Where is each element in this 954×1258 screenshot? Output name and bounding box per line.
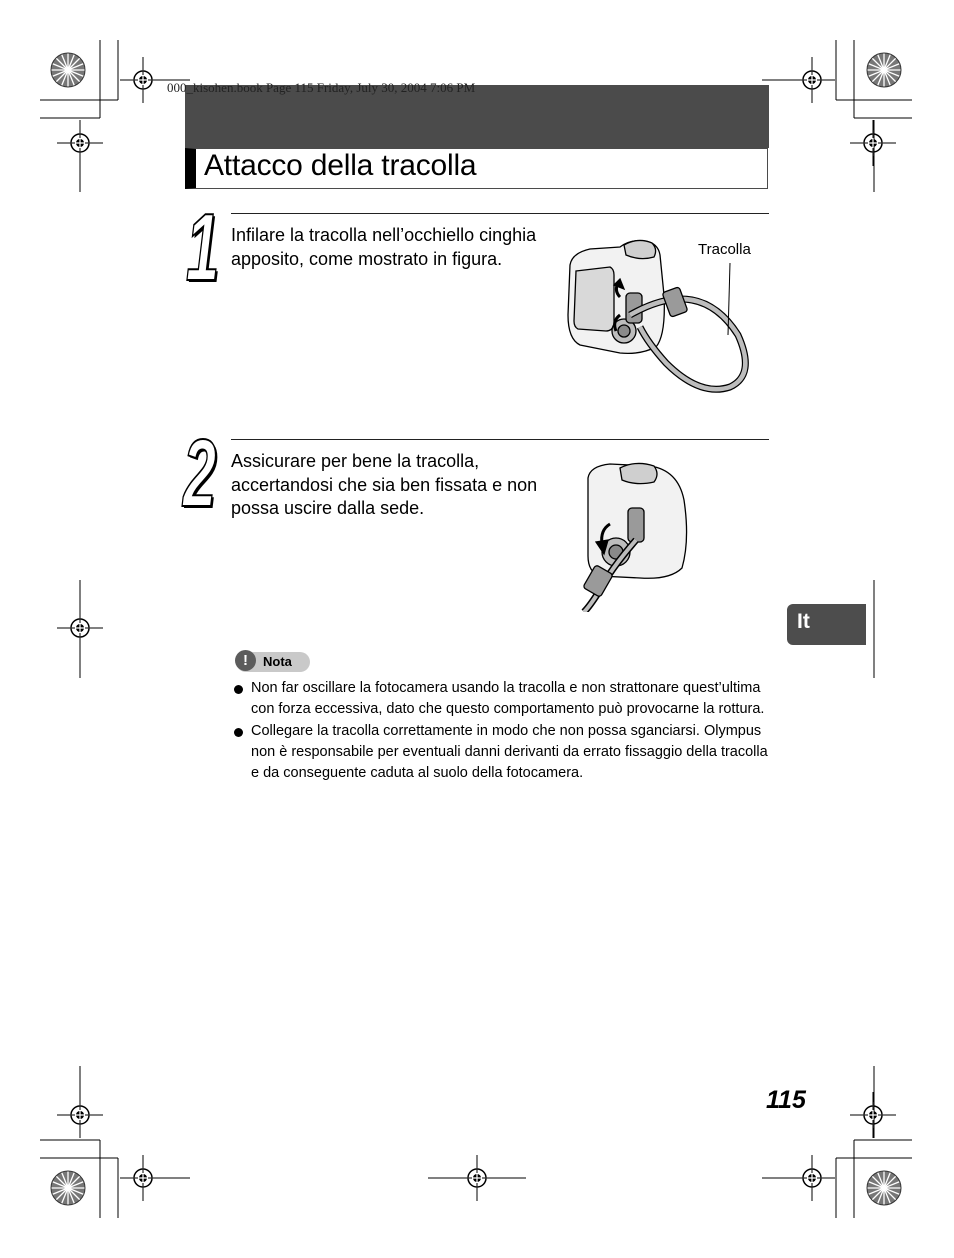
page-title: Attacco della tracolla xyxy=(204,149,477,182)
nota-list xyxy=(232,678,772,784)
nota-item: Collegare la tracolla correttamente in modo che non possa sganciarsi. Olympus non è responsabile per eventuali danni derivanti da errato fissaggio della tracolla e da conseguente caduta al suolo della fotocamera. xyxy=(232,721,772,785)
exclamation-icon: ! xyxy=(235,650,256,671)
step-2-text: Assicurare per bene la tracolla, accertandosi che sia ben fissata e non possa uscire dalla sede. xyxy=(231,451,538,518)
print-header: 000_kisohen.book Page 115 Friday, July 30, 2004 7:06 PM xyxy=(167,80,476,95)
step-1-number: 1 xyxy=(186,194,220,301)
language-tab: It xyxy=(787,604,866,645)
step-1-text: Infilare la tracolla nell’occhiello cinghia apposito, come mostrato in figura. xyxy=(231,225,537,269)
strap-label: Tracolla xyxy=(698,241,751,258)
nota-badge: Nota xyxy=(236,652,310,672)
step-1-rule xyxy=(231,213,769,214)
camera-strap-illustration xyxy=(560,235,760,400)
nota-item: Non far oscillare la fotocamera usando la tracolla e non strattonare quest’ultima con forza eccessiva, dato che questo comportamento può provocarne la rottura. xyxy=(232,678,772,721)
camera-strap-secured-illustration xyxy=(570,460,695,612)
step-2-rule xyxy=(231,439,769,440)
step-2-number: 2 xyxy=(183,420,217,527)
page-number: 115 xyxy=(766,1086,806,1114)
